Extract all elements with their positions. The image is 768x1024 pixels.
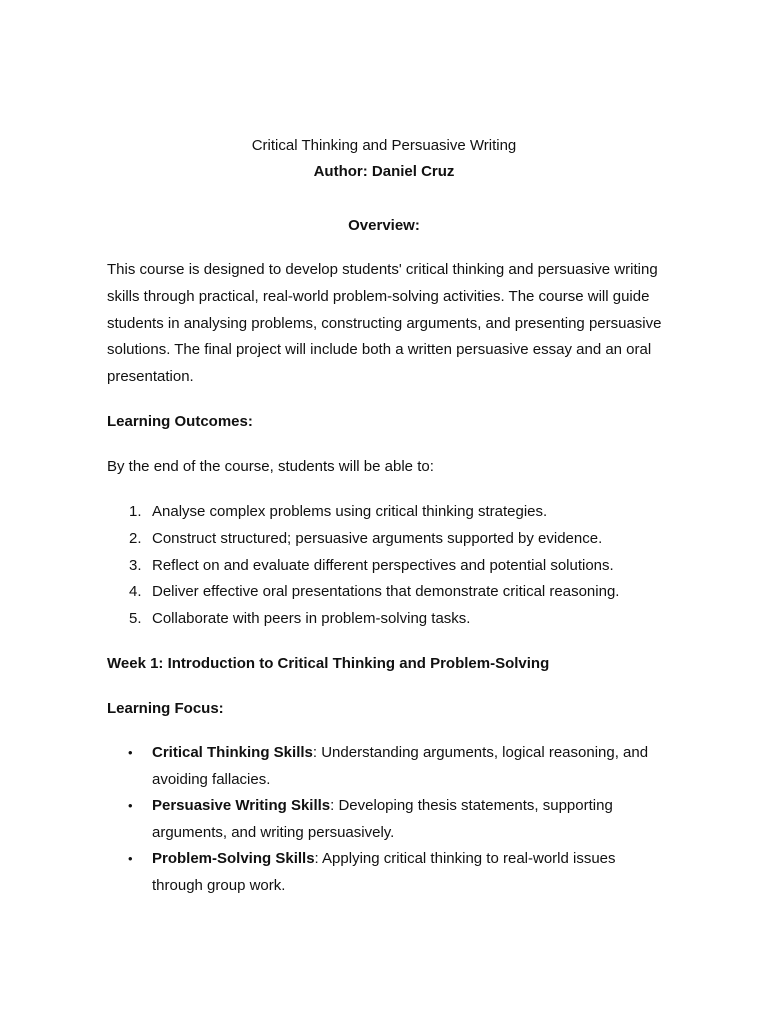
- list-item-text: Deliver effective oral presentations that demonstrate critical reasoning.: [152, 583, 620, 601]
- focus-description: : Applying critical thinking to real-world issues through group work.: [152, 850, 616, 894]
- list-number: 4.: [129, 583, 142, 601]
- document-title: Critical Thinking and Persuasive Writing: [251, 137, 517, 154]
- list-item-text: Analyse complex problems using critical thinking strategies.: [152, 503, 548, 520]
- list-item: [107, 553, 667, 580]
- focus-description: : Understanding arguments, logical reasoning, and avoiding fallacies.: [152, 744, 649, 788]
- learning-focus-list: [107, 740, 667, 900]
- learning-outcomes-heading: Learning Outcomes:: [107, 413, 253, 430]
- focus-term: Persuasive Writing Skills: [152, 797, 331, 815]
- list-item: [107, 526, 667, 553]
- focus-term: Critical Thinking Skills: [152, 744, 313, 761]
- list-number: 2.: [129, 529, 142, 547]
- learning-focus-heading: Learning Focus:: [107, 700, 224, 717]
- focus-term: Problem-Solving Skills: [152, 850, 315, 868]
- bullet-icon: •: [128, 745, 133, 760]
- list-item-text: Collaborate with peers in problem-solving tasks.: [152, 610, 471, 628]
- list-item: [107, 579, 667, 606]
- overview-heading: Overview:: [348, 217, 420, 234]
- bullet-icon: •: [128, 851, 133, 867]
- list-number: 1.: [129, 503, 142, 520]
- list-item-text: Construct structured; persuasive arguments supported by evidence.: [152, 529, 603, 547]
- list-item: [107, 499, 667, 526]
- learning-outcomes-list: [107, 499, 667, 633]
- learning-outcomes-intro: By the end of the course, students will be able to:: [107, 458, 434, 475]
- list-number: 5.: [129, 610, 142, 628]
- focus-description: : Developing thesis statements, supporting arguments, and writing persuasively.: [152, 797, 613, 841]
- list-number: 3.: [129, 556, 142, 574]
- list-item: [107, 793, 667, 846]
- week-1-heading: Week 1: Introduction to Critical Thinking and Problem-Solving: [107, 655, 550, 672]
- overview-paragraph: This course is designed to develop students' critical thinking and persuasive writing skills through practical, real-world problem-solving activities. The course will guide students in analysing problems, constructing arguments, and presenting persuasive solutions. The final project will include both a written persuasive essay and an oral presentation.: [107, 261, 662, 386]
- bullet-icon: •: [128, 798, 133, 814]
- document-author: Author: Daniel Cruz: [313, 163, 455, 180]
- list-item: [107, 606, 667, 633]
- list-item: [107, 740, 667, 793]
- list-item-text: Reflect on and evaluate different perspectives and potential solutions.: [152, 556, 614, 574]
- list-item: [107, 846, 667, 899]
